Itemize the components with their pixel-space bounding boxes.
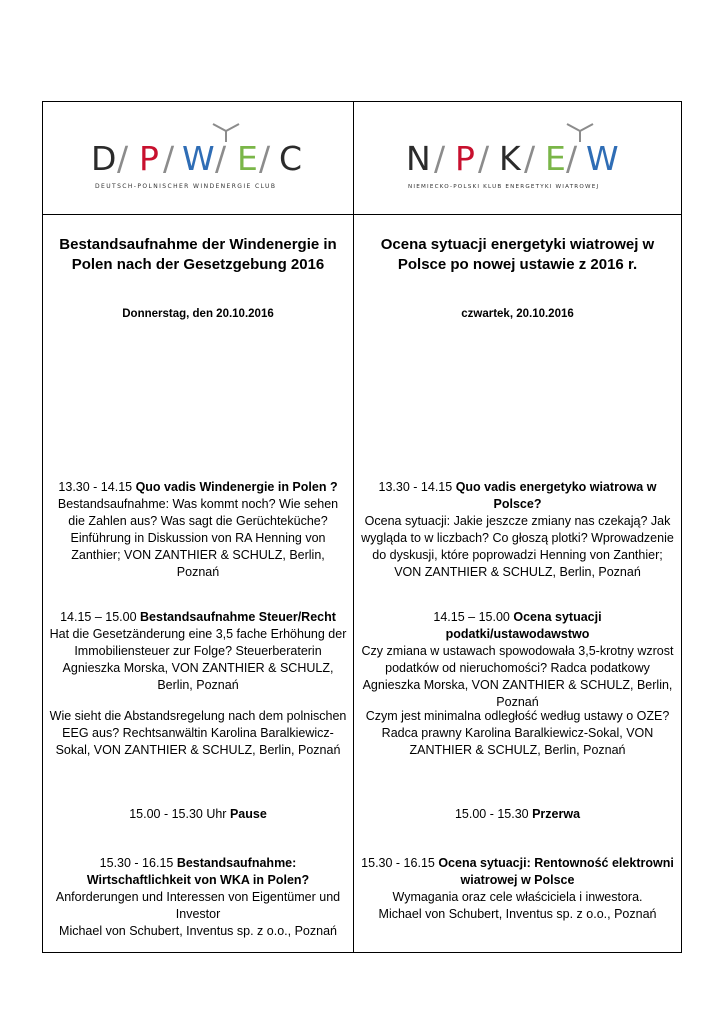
- program-table: [42, 101, 682, 953]
- german-session-2: [43, 609, 353, 694]
- logo-letter: D: [91, 139, 117, 178]
- logo-letter: /: [524, 139, 536, 178]
- polish-title: Ocena sytuacji energetyki wiatrowej w Polsce po nowej ustawie z 2016 r.: [380, 236, 655, 273]
- npkew-logo: [354, 102, 681, 214]
- logo-subtitle: DEUTSCH-POLNISCHER WINDENERGIE CLUB: [95, 183, 277, 190]
- logo-letter: /: [434, 139, 446, 178]
- logo-letter: /: [566, 139, 578, 178]
- polish-session-3: [354, 806, 681, 823]
- session-time: 15.00 - 15.30 Uhr: [129, 807, 230, 821]
- polish-date: czwartek, 20.10.2016: [461, 308, 574, 320]
- session-speaker: Michael von Schubert, Inventus sp. z o.o., Poznań: [59, 924, 337, 938]
- logo-letter: /: [215, 139, 227, 178]
- session-description: Wie sieht die Abstandsregelung nach dem polnischen EEG aus? Rechtsanwältin Karolina Baralkiewicz-Sokal, VON ZANTHIER & SCHULZ, Berlin, Poznań: [49, 709, 347, 757]
- polish-session-2: [354, 609, 681, 711]
- session-time: 15.30 - 16.15: [361, 856, 439, 870]
- german-session-1: [43, 479, 353, 581]
- logo-letter: /: [117, 139, 129, 178]
- dpwec-logo: [43, 102, 353, 214]
- logo-letter: P: [139, 139, 159, 178]
- logo-letter: P: [455, 139, 475, 178]
- german-date: Donnerstag, den 20.10.2016: [122, 308, 274, 320]
- polish-session-2b: [354, 708, 681, 759]
- logo-letter: N: [406, 139, 431, 178]
- session-heading: Pause: [229, 807, 267, 821]
- session-description: Anforderungen und Interessen von Eigentümer und Investor: [55, 890, 341, 921]
- session-time: 13.30 - 14.15: [378, 480, 456, 494]
- logo-letter: C: [279, 139, 303, 178]
- german-session-2b: [43, 708, 353, 759]
- logo-subtitle: NIEMIECKO-POLSKI KLUB ENERGETYKI WIATROWEJ: [408, 184, 600, 190]
- session-heading: Quo vadis Windenergie in Polen ?: [135, 480, 338, 494]
- logo-letter: K: [499, 139, 521, 178]
- logo-letter: /: [478, 139, 490, 178]
- session-description: Ocena sytuacji: Jakie jeszcze zmiany nas czekają? Jak wygląda to w liczbach? Co głoszą plotki? Wprowadzenie do dyskusji, które poprowadzi Henning von Zanthier; VON ZANTHIER & SCHULZ, Berlin, Poznań: [361, 514, 674, 579]
- session-heading: Ocena sytuacji podatki/ustawodawstwo: [445, 610, 602, 641]
- polish-session-1: [354, 479, 681, 581]
- session-heading: Przerwa: [532, 807, 581, 821]
- session-description: Hat die Gesetzänderung eine 3,5 fache Erhöhung der Immobiliensteuer zur Folge? Steuerberaterin Agnieszka Morska, VON ZANTHIER & SCHULZ, Berlin, Poznań: [49, 627, 347, 692]
- session-heading: Bestandsaufnahme: Wirtschaftlichkeit von WKA in Polen?: [86, 856, 310, 887]
- session-heading: Quo vadis energetyko wiatrowa w Polsce?: [455, 480, 657, 511]
- npkew-logo-mark: [354, 102, 681, 214]
- session-time: 13.30 - 14.15: [58, 480, 136, 494]
- logo-letter: W: [586, 139, 619, 178]
- logo-letter: /: [259, 139, 271, 178]
- session-time: 14.15 – 15.00: [433, 610, 514, 624]
- polish-column: [354, 215, 681, 953]
- german-session-3: [43, 806, 353, 823]
- dpwec-logo-mark: [43, 102, 353, 214]
- session-description: Czym jest minimalna odległość według ustawy o OZE? Radca prawny Karolina Baralkiewicz-Sokal, VON ZANTHIER & SCHULZ, Berlin, Poznań: [365, 709, 670, 757]
- session-speaker: Michael von Schubert, Inventus sp. z o.o., Poznań: [378, 907, 657, 921]
- session-heading: Ocena sytuacji: Rentowność elektrowni wiatrowej w Polsce: [438, 856, 674, 887]
- session-time: 14.15 – 15.00: [60, 610, 141, 624]
- session-description: Bestandsaufnahme: Was kommt noch? Wie sehen die Zahlen aus? Was sagt die Gerüchteküche? Einführung in Diskussion von RA Henning von Zanthier; VON ZANTHIER & SCHULZ, Berlin, Poznań: [57, 497, 339, 579]
- session-description: Czy zmiana w ustawach spowodowała 3,5-krotny wzrost podatków od nieruchomości? Radca podatkowy Agnieszka Morska, VON ZANTHIER & SCHULZ, Berlin, Poznań: [361, 644, 674, 709]
- logo-letter: W: [182, 139, 215, 178]
- logo-letter: E: [545, 139, 566, 178]
- german-title: Bestandsaufnahme der Windenergie in Polen nach der Gesetzgebung 2016: [59, 236, 337, 273]
- german-column: [43, 215, 353, 953]
- logo-letter: /: [163, 139, 175, 178]
- session-time: 15.30 - 16.15: [99, 856, 177, 870]
- session-time: 15.00 - 15.30: [454, 807, 533, 821]
- polish-session-4: [354, 855, 681, 923]
- session-heading: Bestandsaufnahme Steuer/Recht: [140, 610, 336, 624]
- session-description: Wymagania oraz cele właściciela i inwestora.: [392, 890, 643, 904]
- german-session-4: [43, 855, 353, 940]
- logo-letter: E: [237, 139, 258, 178]
